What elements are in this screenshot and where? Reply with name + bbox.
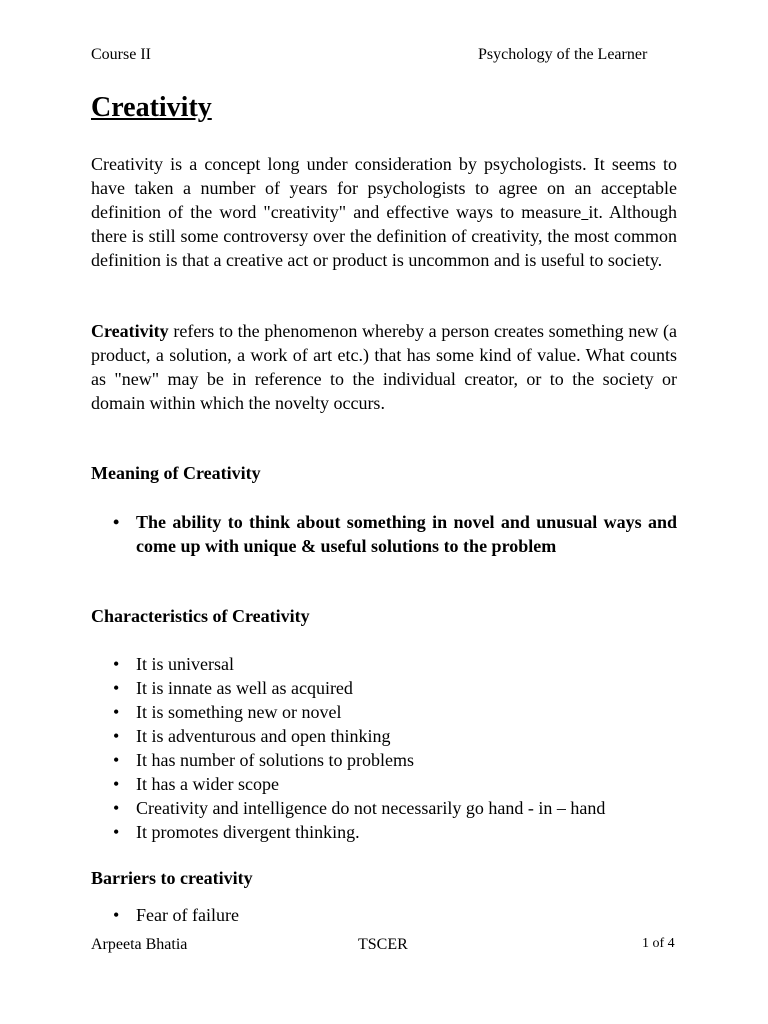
list-item: • It has number of solutions to problems	[91, 748, 677, 772]
barriers-list	[91, 903, 677, 927]
footer-author: Arpeeta Bhatia	[91, 936, 188, 953]
list-item: • Fear of failure	[91, 903, 677, 927]
intro-paragraph	[91, 152, 677, 272]
list-item: • Creativity and intelligence do not necessarily go hand - in – hand	[91, 796, 677, 820]
intro-text-end: it. Although there is still some controversy over the definition of creativity, the most common definition is that a creative act or product is uncommon and is useful to society.	[91, 202, 678, 270]
list-item: • It is something new or novel	[91, 700, 677, 724]
list-item: • It is universal	[91, 652, 677, 676]
page-title: Creativity	[91, 92, 212, 123]
meaning-heading: Meaning of Creativity	[91, 463, 261, 483]
list-item: • The ability to think about something in novel and unusual ways and come up with unique & useful solutions to the problem	[91, 510, 677, 558]
definition-text: refers to the phenomenon whereby a person creates something new (a product, a solution, a work of art etc.) that has some kind of value. What counts as "new" may be in reference to the individual creator, or to the society or domain within which the novelty occurs.	[91, 321, 677, 413]
definition-term: Creativity	[91, 321, 169, 341]
characteristics-list	[91, 652, 677, 844]
characteristics-heading: Characteristics of Creativity	[91, 606, 310, 626]
list-item: • It is innate as well as acquired	[91, 676, 677, 700]
list-item: • It has a wider scope	[91, 772, 677, 796]
header-course: Course II	[91, 46, 151, 63]
list-item: • It promotes divergent thinking.	[91, 820, 677, 844]
page-number: 1 of 4	[642, 936, 675, 951]
intro-text-start: Creativity is a concept long under consideration by psychologists. It seems to have taken a number of years for psychologists to agree on an acceptable definition of the word "creativity" and effective ways to measure	[91, 154, 677, 222]
meaning-list	[91, 510, 677, 558]
header-subject: Psychology of the Learner	[478, 46, 648, 63]
list-item: • It is adventurous and open thinking	[91, 724, 677, 748]
barriers-heading: Barriers to creativity	[91, 868, 253, 888]
footer-institute: TSCER	[358, 936, 408, 953]
definition-paragraph	[91, 319, 677, 415]
